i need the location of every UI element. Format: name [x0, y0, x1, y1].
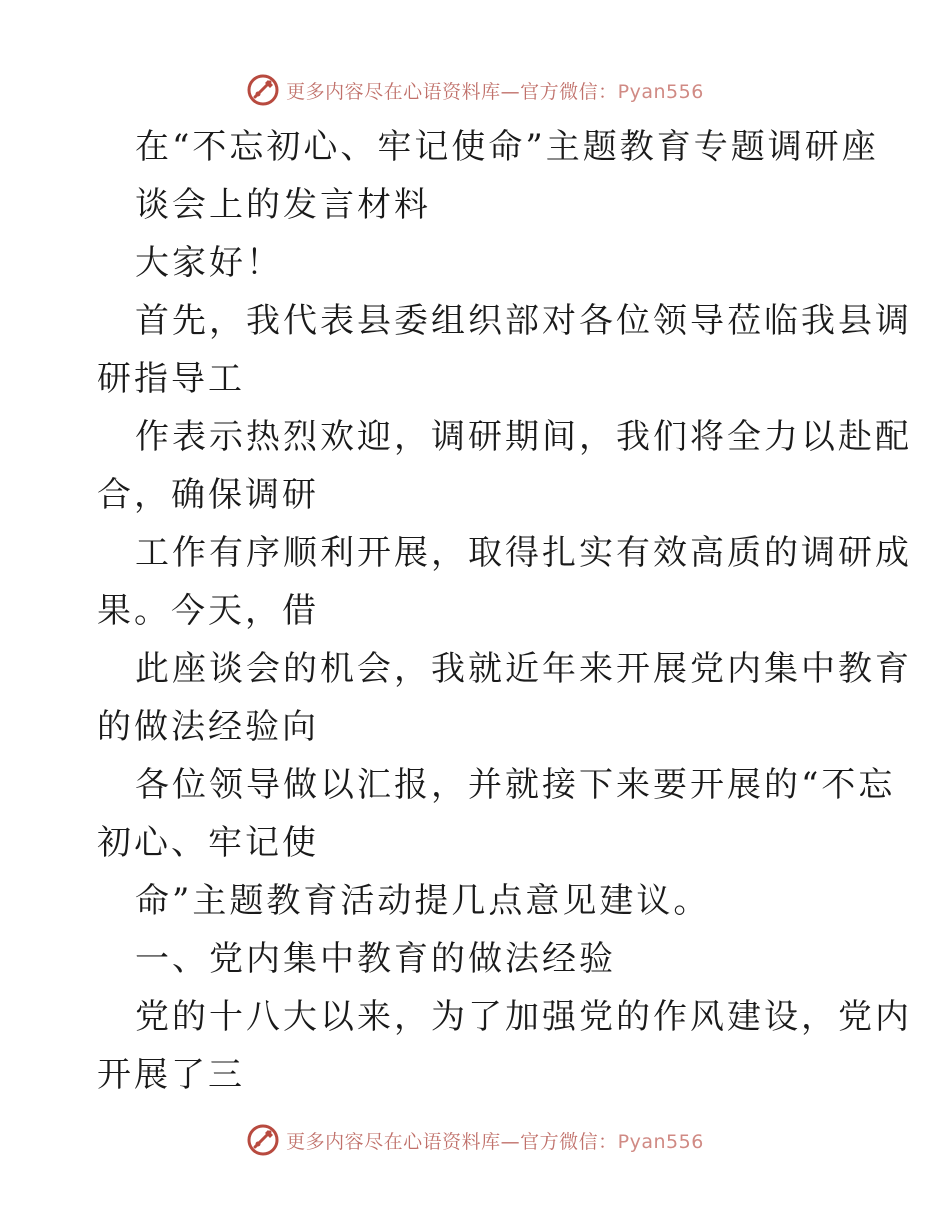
logo-icon	[246, 73, 280, 107]
paragraph-line: 各位领导做以汇报，并就接下来要开展的“不忘	[135, 765, 896, 805]
paragraph-line: 党的十八大以来，为了加强党的作风建设，党内	[135, 997, 912, 1037]
paragraph-line: 作表示热烈欢迎，调研期间，我们将全力以赴配	[135, 417, 912, 457]
banner-slogan: 更多内容尽在心语资料库—官方微信：	[286, 1130, 618, 1153]
paragraph-line: 首先，我代表县委组织部对各位领导莅临我县调	[135, 301, 912, 341]
banner-text	[286, 77, 704, 104]
banner-text	[286, 1127, 704, 1154]
paragraph-line: 果。今天，借	[97, 591, 319, 631]
title-line-1: 在“不忘初心、牢记使命”主题教育专题调研座	[135, 127, 879, 167]
paragraph-line: 合，确保调研	[97, 475, 319, 515]
section-heading: 一、党内集中教育的做法经验	[135, 939, 616, 979]
paragraph-line: 命”主题教育活动提几点意见建议。	[135, 881, 711, 921]
paragraph-line: 的做法经验向	[97, 707, 319, 747]
document-body	[97, 118, 912, 1104]
footer-banner	[0, 1120, 950, 1160]
paragraph-line: 研指导工	[97, 359, 245, 399]
banner-account: Pyan556	[617, 1130, 704, 1153]
banner-slogan: 更多内容尽在心语资料库—官方微信：	[286, 80, 618, 103]
greeting-line: 大家好！	[135, 243, 283, 283]
paragraph-line: 此座谈会的机会，我就近年来开展党内集中教育	[135, 649, 912, 689]
paragraph-line: 初心、牢记使	[97, 823, 319, 863]
logo-icon	[246, 1123, 280, 1157]
paragraph-line: 开展了三	[97, 1055, 245, 1095]
header-banner	[0, 70, 950, 110]
banner-account: Pyan556	[617, 80, 704, 103]
paragraph-line: 工作有序顺利开展，取得扎实有效高质的调研成	[135, 533, 912, 573]
title-line-2: 谈会上的发言材料	[135, 185, 431, 225]
